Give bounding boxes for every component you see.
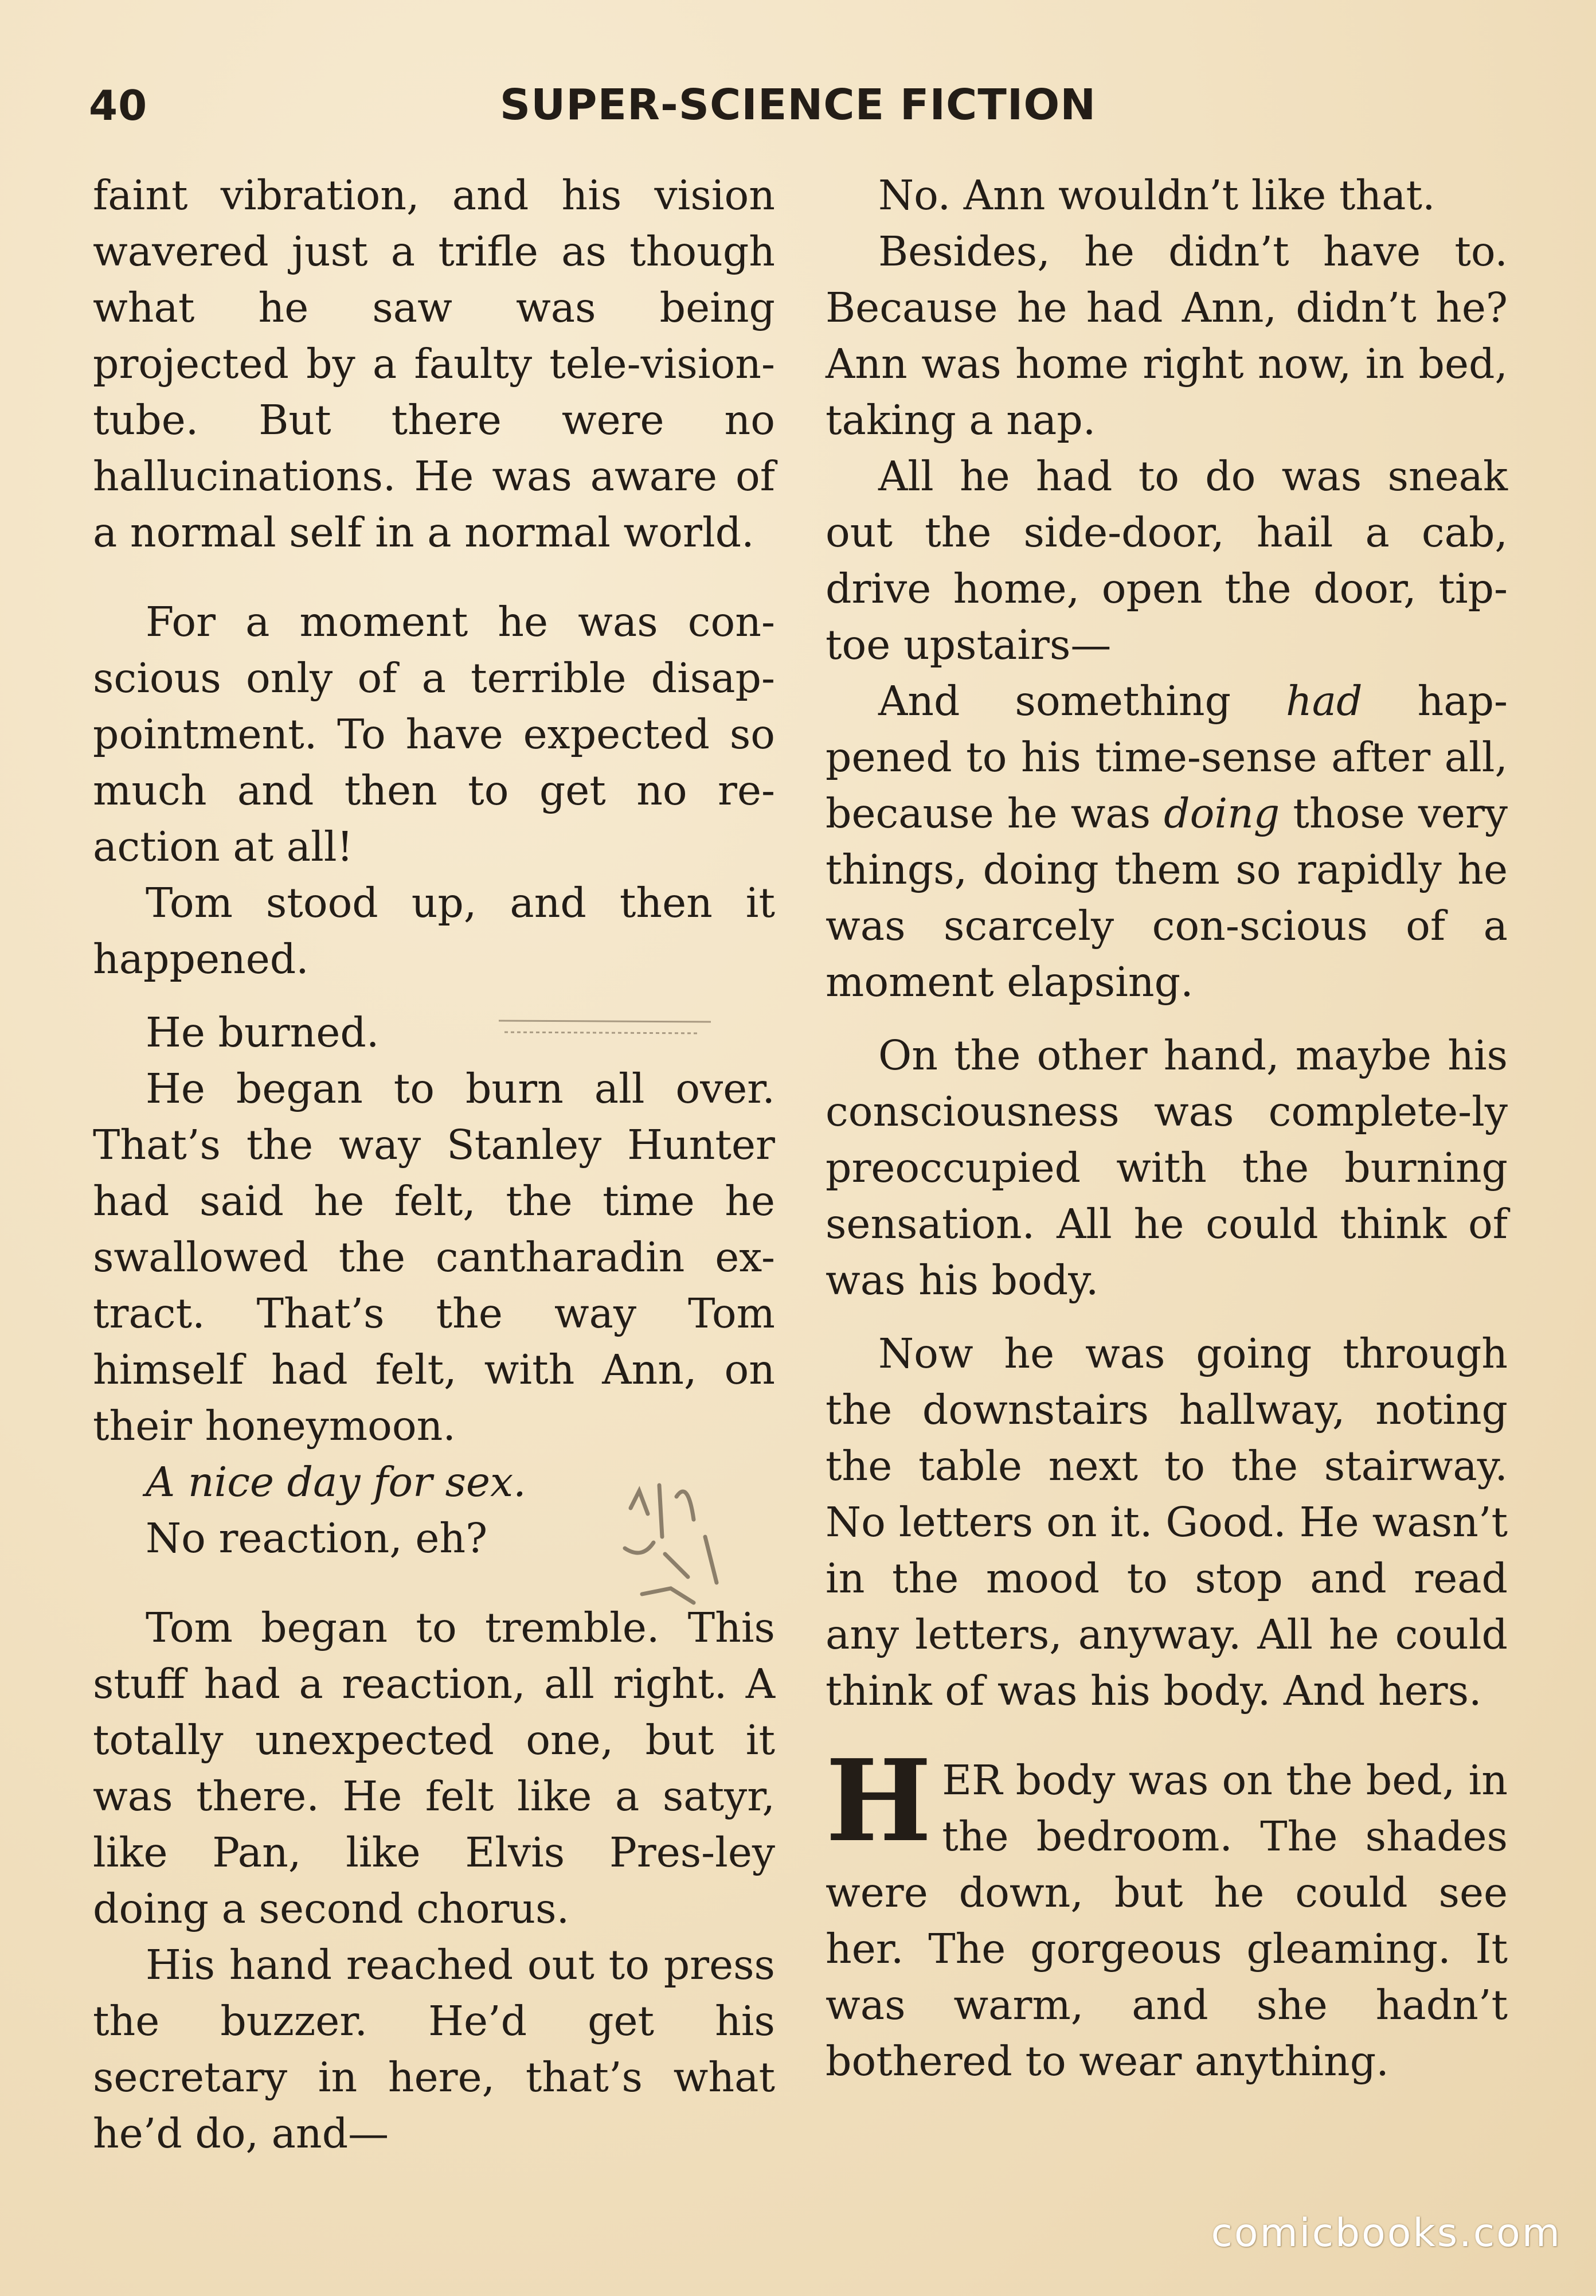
italic-line: A nice day for sex. bbox=[146, 1458, 526, 1506]
paragraph: He began to burn all over. That’s the way Stanley Hunter had said he felt, the time he swallowed the cantharadin ex-tract. That’s the way Tom himself had felt, with Ann, on their honeymoon. bbox=[93, 1065, 775, 1450]
paragraph-text: those very things, doing them so rapidly he was scarcely con-scious of a moment elapsing. bbox=[826, 790, 1508, 1006]
emphasis-doing: doing bbox=[1164, 790, 1280, 837]
paragraph: All he had to do was sneak out the side-door, hail a cab, drive home, open the door, tip-toe upstairs— bbox=[826, 452, 1508, 669]
paragraph: On the other hand, maybe his consciousness was complete-ly preoccupied with the burning sensation. All he could think of was his body. bbox=[826, 1032, 1508, 1304]
paragraph-text: And something bbox=[878, 677, 1286, 725]
paragraph-text: hap-pened to his time-sense after all, because he was bbox=[826, 677, 1508, 837]
running-head: SUPER-SCIENCE FICTION bbox=[499, 80, 1097, 130]
small-caps-lead: ER bbox=[942, 1756, 1003, 1804]
paragraph: Now he was going through the downstairs hallway, noting the table next to the stairway. No letters on it. Good. He wasn’t in the mood to stop and read any letters, anyway. All he could think of was his body. And hers. bbox=[826, 1330, 1508, 1715]
ink-smudge-icon bbox=[608, 1468, 780, 1617]
paragraph-text: body was on the bed, in the bedroom. The shades were down, but he could see her. The gorgeous gleaming. It was warm, and she hadn’t bothered to wear anything. bbox=[826, 1756, 1508, 2085]
right-column bbox=[826, 167, 1508, 2090]
paragraph: Tom stood up, and then it happened. bbox=[93, 879, 775, 983]
paragraph: Tom began to tremble. This stuff had a reaction, all right. A totally unexpected one, but it was there. He felt like a satyr, like Pan, like Elvis Pres-ley doing a second chorus. bbox=[93, 1604, 775, 1932]
paragraph-with-emphasis bbox=[826, 673, 1508, 1010]
paragraph: For a moment he was con-scious only of a terrible disap-pointment. To have expected so much and then to get no re-action at all! bbox=[93, 598, 775, 870]
paragraph: No. Ann wouldn’t like that. bbox=[878, 171, 1435, 219]
page-number: 40 bbox=[89, 81, 148, 130]
paragraph: No reaction, eh? bbox=[146, 1514, 488, 1562]
faint-print-mark-icon bbox=[493, 1009, 722, 1044]
paragraph: Besides, he didn’t have to. Because he had Ann, didn’t he? Ann was home right now, in bed, taking a nap. bbox=[826, 228, 1508, 444]
left-column bbox=[93, 167, 775, 2162]
paragraph: His hand reached out to press the buzzer. He’d get his secretary in here, that’s what he’d do, and— bbox=[93, 1941, 775, 2157]
drop-cap: H bbox=[826, 1735, 932, 1867]
emphasis-had: had bbox=[1286, 677, 1363, 725]
site-watermark: comicbooks.com bbox=[1211, 2211, 1562, 2256]
paragraph: faint vibration, and his vision wavered just a trifle as though what he saw was being projected by a faulty tele-vision-tube. But there were no hallucinations. He was aware of a normal self in a normal world. bbox=[93, 171, 775, 556]
section-opening-paragraph bbox=[826, 1735, 1508, 2090]
paragraph: He burned. bbox=[146, 1009, 380, 1056]
